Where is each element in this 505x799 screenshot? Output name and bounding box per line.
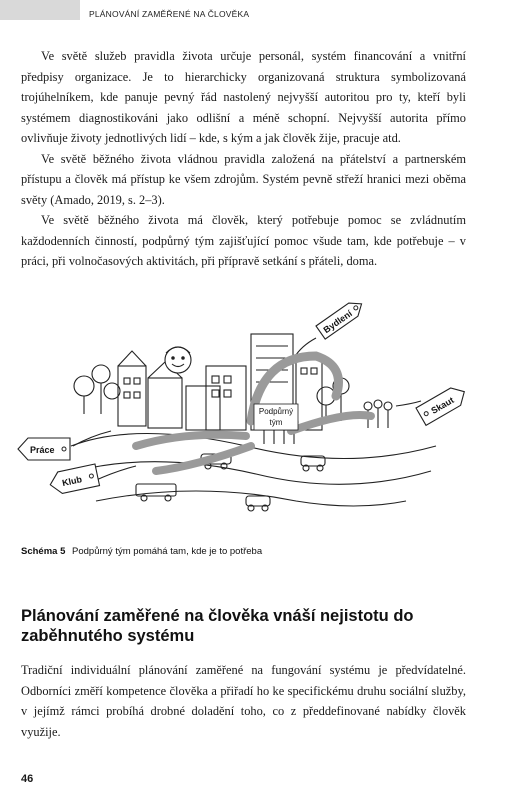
body-text-top	[21, 46, 466, 272]
tag-bydleni	[316, 297, 366, 339]
building	[118, 366, 146, 426]
body-text-section	[21, 660, 466, 742]
support-team-label-1: Podpůrný	[258, 407, 294, 416]
header-tab	[0, 0, 80, 20]
page-number: 46	[21, 773, 34, 785]
support-team-illustration	[16, 296, 482, 532]
section-heading: Plánování zaměřené na člověka vnáší nejistotu do zaběhnutého systému	[21, 607, 414, 645]
paragraph: Ve světě běžného života má člověk, který potřebuje pomoc se zvládnutím každodenních činností, podpůrný tým zajišťující pomoc všude tam, kde potřebuje – v práci, při volnočasových aktivitách, při přípravě setkání s přáteli, doma.	[21, 213, 466, 268]
tag-label-skaut: Skaut	[429, 394, 456, 416]
arrow-to-prace	[136, 435, 246, 446]
car-icon	[246, 496, 270, 506]
running-title: PLÁNOVÁNÍ ZAMĚŘENÉ NA ČLOVĚKA	[89, 9, 250, 19]
paragraph: Ve světě služeb pravidla života určuje personál, systém financování a vnitřní předpisy organizace. Je to hierarchicky organizovaná struktura symbolizovaná trojúhelníkem, kde panuje pevný řád nastolený nejvyšší autoritou pro ty, kteří byli systémem diagnostikováni jako odlišní a méně schopní. Nejvyšší autorita přímo ovlivňuje životy jednotlivých lidí – kde, s kým a jak člověk žije, pracuje atd.	[21, 49, 466, 145]
caption-number: Schéma 5	[21, 546, 66, 557]
caption-text: Podpůrný tým pomáhá tam, kde je to potřeba	[72, 546, 263, 557]
tag-klub	[48, 464, 100, 495]
tag-label-klub: Klub	[61, 474, 83, 489]
paragraph: Ve světě běžného života vládnou pravidla založená na přátelství a partnerském přístupu a člověk má přístup ke všem zdrojům. Systém pevně střeží hranici mezi oběma světy (Amado, 2019, s. 2–3).	[21, 151, 466, 207]
arrow-to-skaut	[291, 415, 371, 431]
tag-skaut	[416, 383, 469, 425]
arrow-to-klub	[156, 446, 251, 471]
figure-caption	[21, 546, 262, 557]
road-line	[76, 462, 431, 485]
tag-prace	[18, 438, 70, 460]
building	[186, 386, 220, 430]
tag-label-prace: Práce	[30, 445, 55, 455]
paragraph: Tradiční individuální plánování zaměřené na fungování systému je předvídatelné. Odborníci změří kompetence člověka a přiřadí ho ke specifickému druhu sociální služby, v jejímž rámci probíhá drobné doladění toho, co z předdefinované nabídky člověk využije.	[21, 663, 466, 739]
tag-label-bydleni: Bydlení	[321, 308, 354, 336]
support-team-label-2: tým	[269, 418, 283, 427]
building	[148, 378, 182, 428]
